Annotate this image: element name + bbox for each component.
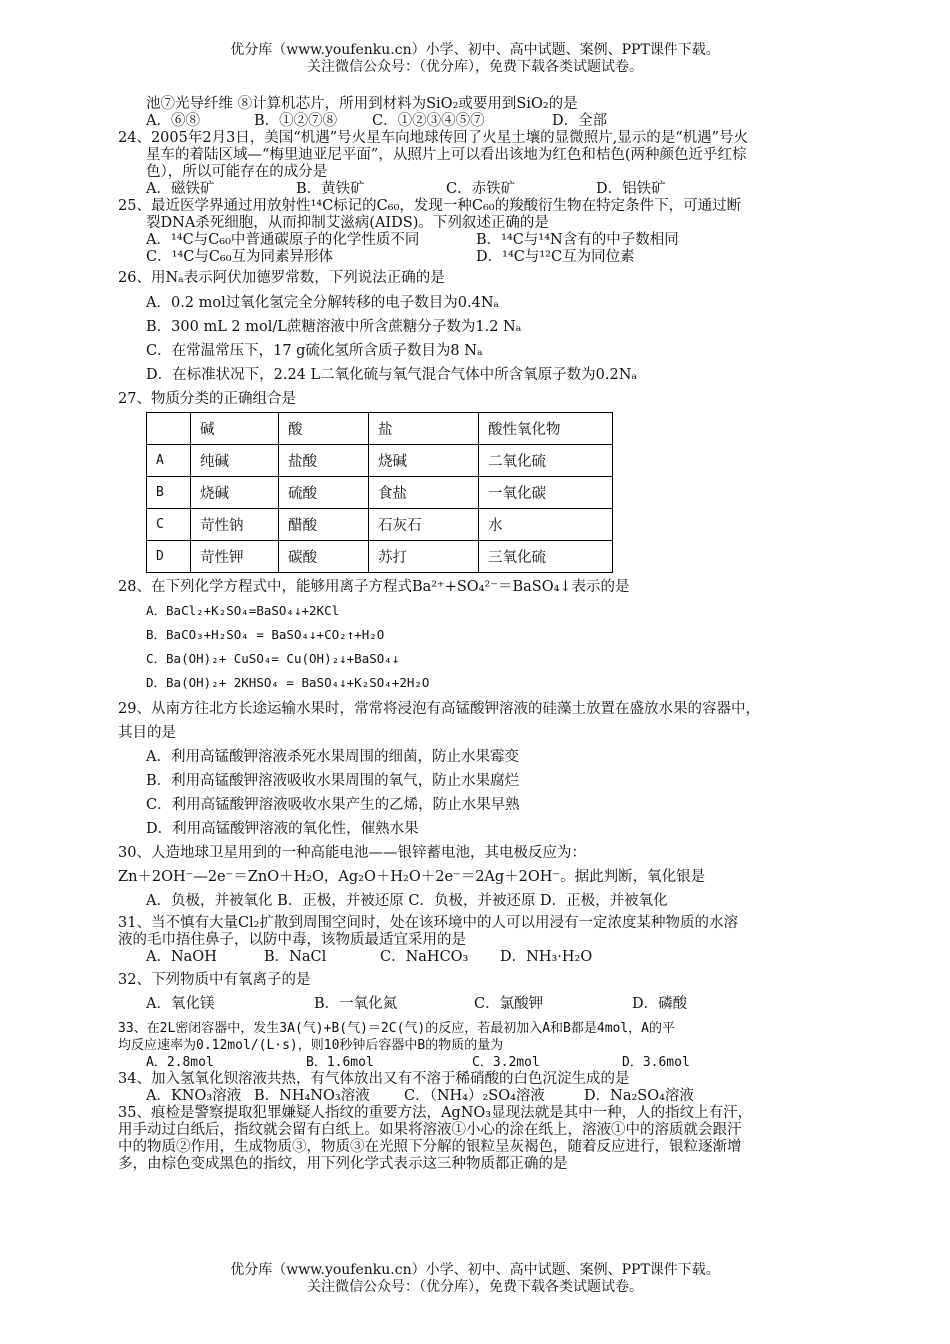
q29-option-a: A．利用高锰酸钾溶液杀死水果周围的细菌，防止水果霉变 [146,749,519,765]
q32-option-c: C．氯酸钾 [474,996,544,1012]
q28-stem: 28、在下列化学方程式中，能够用离子方程式Ba²⁺+SO₄²⁻＝BaSO₄↓表示的是 [118,579,630,595]
q25-option-a: A．¹⁴C与C₆₀中普通碳原子的化学性质不同 [146,232,420,248]
table-header-cell: 盐 [369,413,479,445]
q32-option-b: B．一氧化氮 [314,996,398,1012]
table-cell: 碳酸 [279,541,369,573]
q25-option-c: C．¹⁴C与C₆₀互为同素异形体 [146,249,334,265]
q29-line-1: 29、从南方往北方长途运输水果时，常常将浸泡有高锰酸钾溶液的硅藻土放置在盛放水果的容器中， [118,701,760,717]
table-header-row [147,413,613,445]
q24-line-1: 24、2005年2月3日，美国“机遇”号火星车向地球传回了火星土壤的显微照片,显示的是“机遇”号火 [118,130,749,146]
table-cell: 食盐 [369,477,479,509]
table-cell: B [147,477,191,509]
q33-option-c: C．3.2mol [472,1055,540,1070]
q23-option-d: D．全部 [552,113,608,129]
q25-options-cd [118,249,838,266]
q30-options: A．负极，并被氧化 B．正极，并被还原 C．负极，并被还原 D．正极，并被氧化 [146,893,668,909]
q28-option-c: C．Ba(OH)₂+ CuSO₄= Cu(OH)₂↓+BaSO₄↓ [146,651,400,666]
header-line-1: 优分库（www.youfenku.cn）小学、初中、高中试题、案例、PPT课件下载。 [230,42,720,58]
table-row [147,509,613,541]
q34-stem: 34、加入氢氧化钡溶液共热，有气体放出又有不溶于稀硝酸的白色沉淀生成的是 [118,1071,630,1087]
q24-option-c: C．赤铁矿 [446,181,516,197]
q31-line-2: 液的毛巾捂住鼻子，以防中毒，该物质最适宜采用的是 [118,932,466,948]
q26-option-c: C．在常温常压下，17 g硫化氢所含质子数目为8 Nₐ [146,343,483,359]
table-cell: 一氧化碳 [479,477,613,509]
classification-table [146,412,613,573]
q34-option-d: D．Na₂SO₄溶液 [584,1088,694,1104]
q34-option-b: B．NH₄NO₃溶液 [254,1088,370,1104]
q34-option-a: A．KNO₃溶液 [146,1088,242,1104]
q28-option-a: A．BaCl₂+K₂SO₄=BaSO₄↓+2KCl [146,603,340,618]
q25-option-b: B．¹⁴C与¹⁴N含有的中子数相同 [476,232,679,248]
table-header-cell: 酸 [279,413,369,445]
q31-line-1: 31、当不慎有大量Cl₂扩散到周围空间时，处在该环境中的人可以用浸有一定浓度某种物质的水溶 [118,915,738,931]
q23-option-a: A．⑥⑧ [146,113,200,129]
table-row [147,541,613,573]
q33-line-1: 33、在2L密闭容器中，发生3A(气)+B(气)＝2C(气)的反应，若最初加入A和B都是4mol，A的平 [118,1021,676,1036]
q35-line-2: 用手动过白纸后，指纹就会留有白纸上。如果将溶液①小心的涂在纸上，溶液①中的溶质就会跟汗 [118,1122,742,1138]
q28-option-d: D．Ba(OH)₂+ 2KHSO₄ = BaSO₄↓+K₂SO₄+2H₂O [146,675,430,690]
q24-line-2: 星车的着陆区域—“梅里迪亚尼平面”，从照片上可以看出该地为红色和桔色(两种颜色近乎红棕 [146,147,747,163]
q33-option-d: D．3.6mol [622,1055,690,1070]
table-cell: 苏打 [369,541,479,573]
q26-option-d: D．在标准状况下，2.24 L二氧化硫与氧气混合气体中所含氧原子数为0.2Nₐ [146,367,637,383]
header-line-2: 关注微信公众号：（优分库），免费下载各类试题试卷。 [307,59,643,75]
q25-options-ab [118,232,838,249]
q35-line-1: 35、痕检是警察提取犯罪嫌疑人指纹的重要方法，AgNO₃显现法就是其中一种，人的指纹上有汗， [118,1105,753,1121]
q30-line-2: Zn＋2OH⁻—2e⁻＝ZnO＋H₂O，Ag₂O＋H₂O＋2e⁻＝2Ag＋2OH⁻。据此判断，氧化银是 [118,869,706,885]
q26-stem: 26、用Nₐ表示阿伏加德罗常数，下列说法正确的是 [118,270,445,286]
q24-option-d: D．铝铁矿 [596,181,666,197]
table-cell: 苛性钾 [191,541,279,573]
q35-line-3: 中的物质②作用，生成物质③，物质③在光照下分解的银粒呈灰褐色，随着反应进行，银粒逐渐增 [118,1139,742,1155]
q33-option-b: B．1.6mol [306,1055,374,1070]
q31-option-c: C．NaHCO₃ [380,949,469,965]
q29-option-c: C．利用高锰酸钾溶液吸收水果产生的乙烯，防止水果早熟 [146,797,520,813]
q31-option-b: B．NaCl [264,949,327,965]
q33-line-2: 均反应速率为0.12mol/(L·s)，则10秒钟后容器中B的物质的量为 [118,1038,504,1053]
q24-option-b: B．黄铁矿 [296,181,365,197]
q31-option-a: A．NaOH [146,949,217,965]
q24-options [118,181,838,198]
q26-option-b: B．300 mL 2 mol/L蔗糖溶液中所含蔗糖分子数为1.2 Nₐ [146,319,522,335]
table-cell: D [147,541,191,573]
table-header-cell [147,413,191,445]
q33-option-a: A．2.8mol [146,1055,214,1070]
footer-line-1: 优分库（www.youfenku.cn）小学、初中、高中试题、案例、PPT课件下载。 [230,1262,720,1278]
q25-line-2: 裂DNA杀死细胞，从而抑制艾滋病(AIDS)。下列叙述正确的是 [146,215,549,231]
table-cell: A [147,445,191,477]
table-header-cell: 酸性氧化物 [479,413,613,445]
table-row [147,445,613,477]
q23-option-c: C．①②③④⑤⑦ [372,113,485,129]
table-row [147,477,613,509]
q32-stem: 32、下列物质中有氧离子的是 [118,972,311,988]
table-cell: 硫酸 [279,477,369,509]
table-header-cell: 碱 [191,413,279,445]
q27-stem: 27、物质分类的正确组合是 [118,391,296,407]
q30-line-1: 30、人造地球卫星用到的一种高能电池——银锌蓄电池，其电极反应为： [118,845,586,861]
table-cell: 石灰石 [369,509,479,541]
table-cell: 烧碱 [191,477,279,509]
q23-option-b: B．①②⑦⑧ [254,113,338,129]
q32-option-a: A．氧化镁 [146,996,215,1012]
q32-options [118,992,838,1016]
q32-option-d: D．磷酸 [632,996,688,1012]
footer-line-2: 关注微信公众号：（优分库），免费下载各类试题试卷。 [307,1279,643,1295]
q28-option-b: B．BaCO₃+H₂SO₄ = BaSO₄↓+CO₂↑+H₂O [146,627,385,642]
table-cell: 苛性钠 [191,509,279,541]
exam-content [118,96,838,1173]
page-footer [0,1262,950,1296]
table-cell: 醋酸 [279,509,369,541]
q24-line-3: 色），所以可能存在的成分是 [146,164,328,180]
q25-line-1: 25、最近医学界通过用放射性¹⁴C标记的C₆₀，发现一种C₆₀的羧酸衍生物在特定条件下，可通过断 [118,198,742,214]
q23-options [118,113,838,130]
q34-options [118,1088,838,1105]
q31-option-d: D．NH₃·H₂O [500,949,593,965]
q35-line-4: 多，由棕色变成黑色的指纹，用下列化学式表示这三种物质都正确的是 [118,1156,568,1172]
table-cell: 三氧化硫 [479,541,613,573]
table-cell: C [147,509,191,541]
q26-option-a: A．0.2 mol过氧化氢完全分解转移的电子数目为0.4Nₐ [146,295,500,311]
page-header [0,42,950,76]
q25-option-d: D．¹⁴C与¹²C互为同位素 [476,249,635,265]
table-cell: 二氧化硫 [479,445,613,477]
table-cell: 盐酸 [279,445,369,477]
table-cell: 纯碱 [191,445,279,477]
table-cell: 烧碱 [369,445,479,477]
q29-option-d: D．利用高锰酸钾溶液的氧化性，催熟水果 [146,821,419,837]
q31-options [118,949,838,966]
q24-option-a: A．磁铁矿 [146,181,215,197]
table-cell: 水 [479,509,613,541]
q29-option-b: B．利用高锰酸钾溶液吸收水果周围的氧气，防止水果腐烂 [146,773,520,789]
q29-line-2: 其目的是 [118,725,176,741]
q34-option-c: C．（NH₄）₂SO₄溶液 [404,1088,545,1104]
q23-continuation: 池⑦光导纤维 ⑧计算机芯片，所用到材料为SiO₂或要用到SiO₂的是 [146,96,578,112]
q33-options [118,1054,838,1071]
